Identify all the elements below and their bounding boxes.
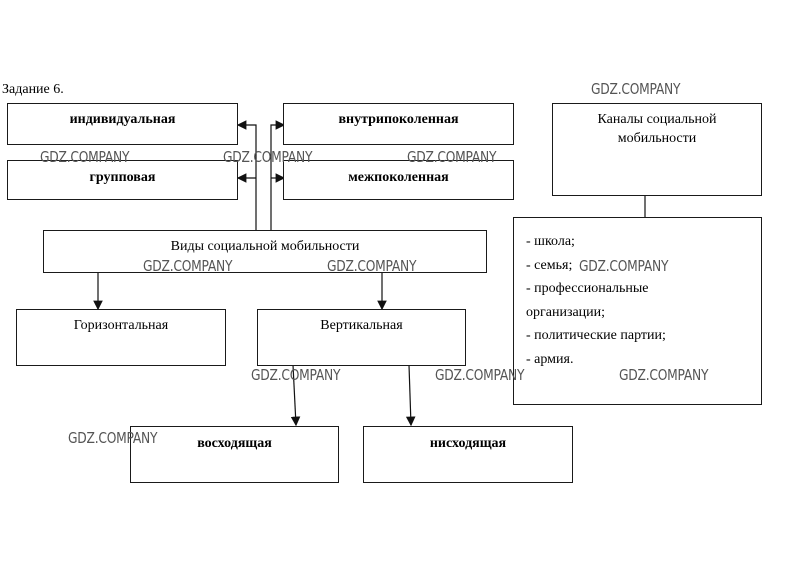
channels-title-line1: Каналы социальной — [597, 112, 717, 127]
watermark: GDZ.COMPANY — [435, 366, 525, 384]
task-title: Задание 6. — [2, 82, 64, 97]
intragenerational-box — [283, 103, 514, 145]
channel-item: - школа; — [526, 234, 575, 249]
channel-item: - семья; — [526, 257, 573, 273]
group-box — [7, 160, 238, 200]
watermark: GDZ.COMPANY — [591, 80, 681, 98]
watermark: GDZ.COMPANY — [223, 148, 313, 166]
channel-item: - профессиональные — [526, 281, 649, 296]
individual-label: индивидуальная — [69, 112, 176, 127]
vertical-box — [257, 309, 466, 366]
channels-title-box — [552, 103, 762, 196]
descending-box — [363, 426, 573, 483]
intergenerational-label: межпоколенная — [348, 170, 449, 185]
individual-box — [7, 103, 238, 145]
intergenerational-box — [283, 160, 514, 200]
types-label: Виды социальной мобильности — [170, 239, 360, 254]
watermark: GDZ.COMPANY — [40, 148, 130, 166]
channel-item: - армия. — [526, 351, 574, 367]
channel-item: организации; — [526, 304, 606, 320]
vertical-label: Вертикальная — [320, 318, 403, 333]
watermark: GDZ.COMPANY — [143, 257, 233, 275]
descending-label: нисходящая — [429, 436, 507, 451]
watermark: GDZ.COMPANY — [251, 366, 341, 384]
ascending-box — [130, 426, 339, 483]
horizontal-box — [16, 309, 226, 366]
watermark: GDZ.COMPANY — [407, 148, 497, 166]
ascending-label: восходящая — [197, 436, 272, 451]
watermark: GDZ.COMPANY — [579, 257, 669, 275]
horizontal-label: Горизонтальная — [73, 318, 169, 333]
group-label: групповая — [89, 170, 156, 185]
intragenerational-label: внутрипоколенная — [338, 112, 459, 127]
types-box — [43, 230, 487, 273]
channel-item: - политические партии; — [526, 328, 666, 343]
watermark: GDZ.COMPANY — [619, 366, 709, 384]
channels-list — [526, 230, 669, 371]
watermark: GDZ.COMPANY — [68, 429, 158, 447]
watermark: GDZ.COMPANY — [327, 257, 417, 275]
channels-title-line2: мобильности — [617, 131, 697, 146]
